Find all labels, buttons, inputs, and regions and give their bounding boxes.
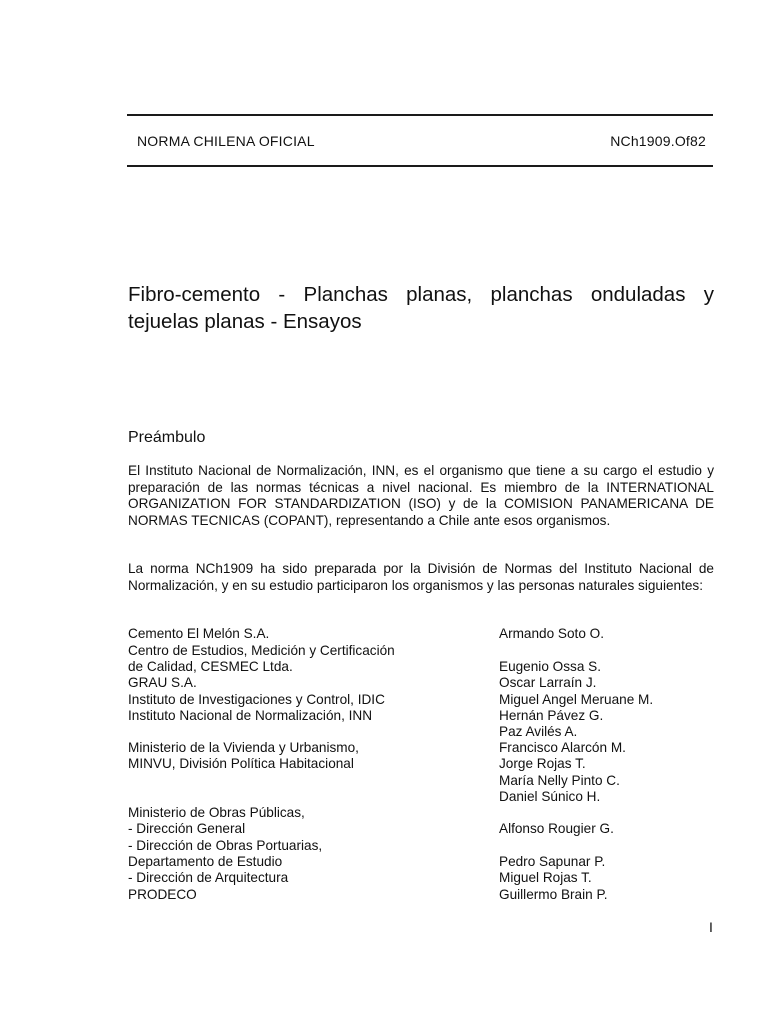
header-standard-type: NORMA CHILENA OFICIAL xyxy=(137,133,315,149)
person-name: Daniel Súnico H. xyxy=(499,789,601,804)
page-number: I xyxy=(709,919,713,935)
preamble-paragraph-1: El Instituto Nacional de Normalización, INN, es el organismo que tiene a su cargo el estudio y preparación de las normas técnicas a nivel nacional. Es miembro de la INTERNATIONAL ORGANIZATION FOR STANDARDIZATION (ISO) y de la COMISION PANAMERICANA DE NORMAS TECNICAS (COPANT), representando a Chile ante esos organismos. xyxy=(128,463,714,528)
person-name: Eugenio Ossa S. xyxy=(499,659,602,674)
person-name: Guillermo Brain P. xyxy=(499,887,608,902)
person-name: Armando Soto O. xyxy=(499,626,605,641)
organization-line: MINVU, División Política Habitacional xyxy=(128,756,354,771)
organization-line: Departamento de Estudio xyxy=(128,854,283,869)
organization-line: de Calidad, CESMEC Ltda. xyxy=(128,659,293,674)
organization-line: - Dirección de Arquitectura xyxy=(128,870,289,885)
organization-line: Ministerio de Obras Públicas, xyxy=(128,805,305,820)
organization-line: PRODECO xyxy=(128,887,197,902)
organization-line: Ministerio de la Vivienda y Urbanismo, xyxy=(128,740,359,755)
organization-line: Instituto Nacional de Normalización, INN xyxy=(128,708,373,723)
person-name: María Nelly Pinto C. xyxy=(499,773,620,788)
preamble-heading: Preámbulo xyxy=(128,429,206,446)
person-name: Pedro Sapunar P. xyxy=(499,854,606,869)
preamble-paragraph-2: La norma NCh1909 ha sido preparada por la División de Normas del Instituto Nacional de Normalización, y en su estudio participaron los organismos y las personas naturales siguientes: xyxy=(128,561,714,593)
organization-line: - Dirección de Obras Portuarias, xyxy=(128,838,323,853)
person-name: Miguel Rojas T. xyxy=(499,870,592,885)
person-name: Paz Avilés A. xyxy=(499,724,578,739)
organization-line: Cemento El Melón S.A. xyxy=(128,626,270,641)
person-name: Hernán Pávez G. xyxy=(499,708,604,723)
header-top-rule xyxy=(127,114,713,116)
organization-line: Centro de Estudios, Medición y Certificación xyxy=(128,643,395,658)
header-standard-code: NCh1909.Of82 xyxy=(610,133,706,149)
person-name: Miguel Angel Meruane M. xyxy=(499,692,654,707)
person-name: Jorge Rojas T. xyxy=(499,756,586,771)
person-name: Francisco Alarcón M. xyxy=(499,740,626,755)
organization-line: GRAU S.A. xyxy=(128,675,197,690)
organization-line: Instituto de Investigaciones y Control, IDIC xyxy=(128,692,385,707)
person-name: Oscar Larraín J. xyxy=(499,675,597,690)
document-title: Fibro-cemento - Planchas planas, planchas onduladas y tejuelas planas - Ensayos xyxy=(128,283,714,333)
organization-line: - Dirección General xyxy=(128,821,246,836)
person-name: Alfonso Rougier G. xyxy=(499,821,614,836)
header-bottom-rule xyxy=(127,165,713,167)
